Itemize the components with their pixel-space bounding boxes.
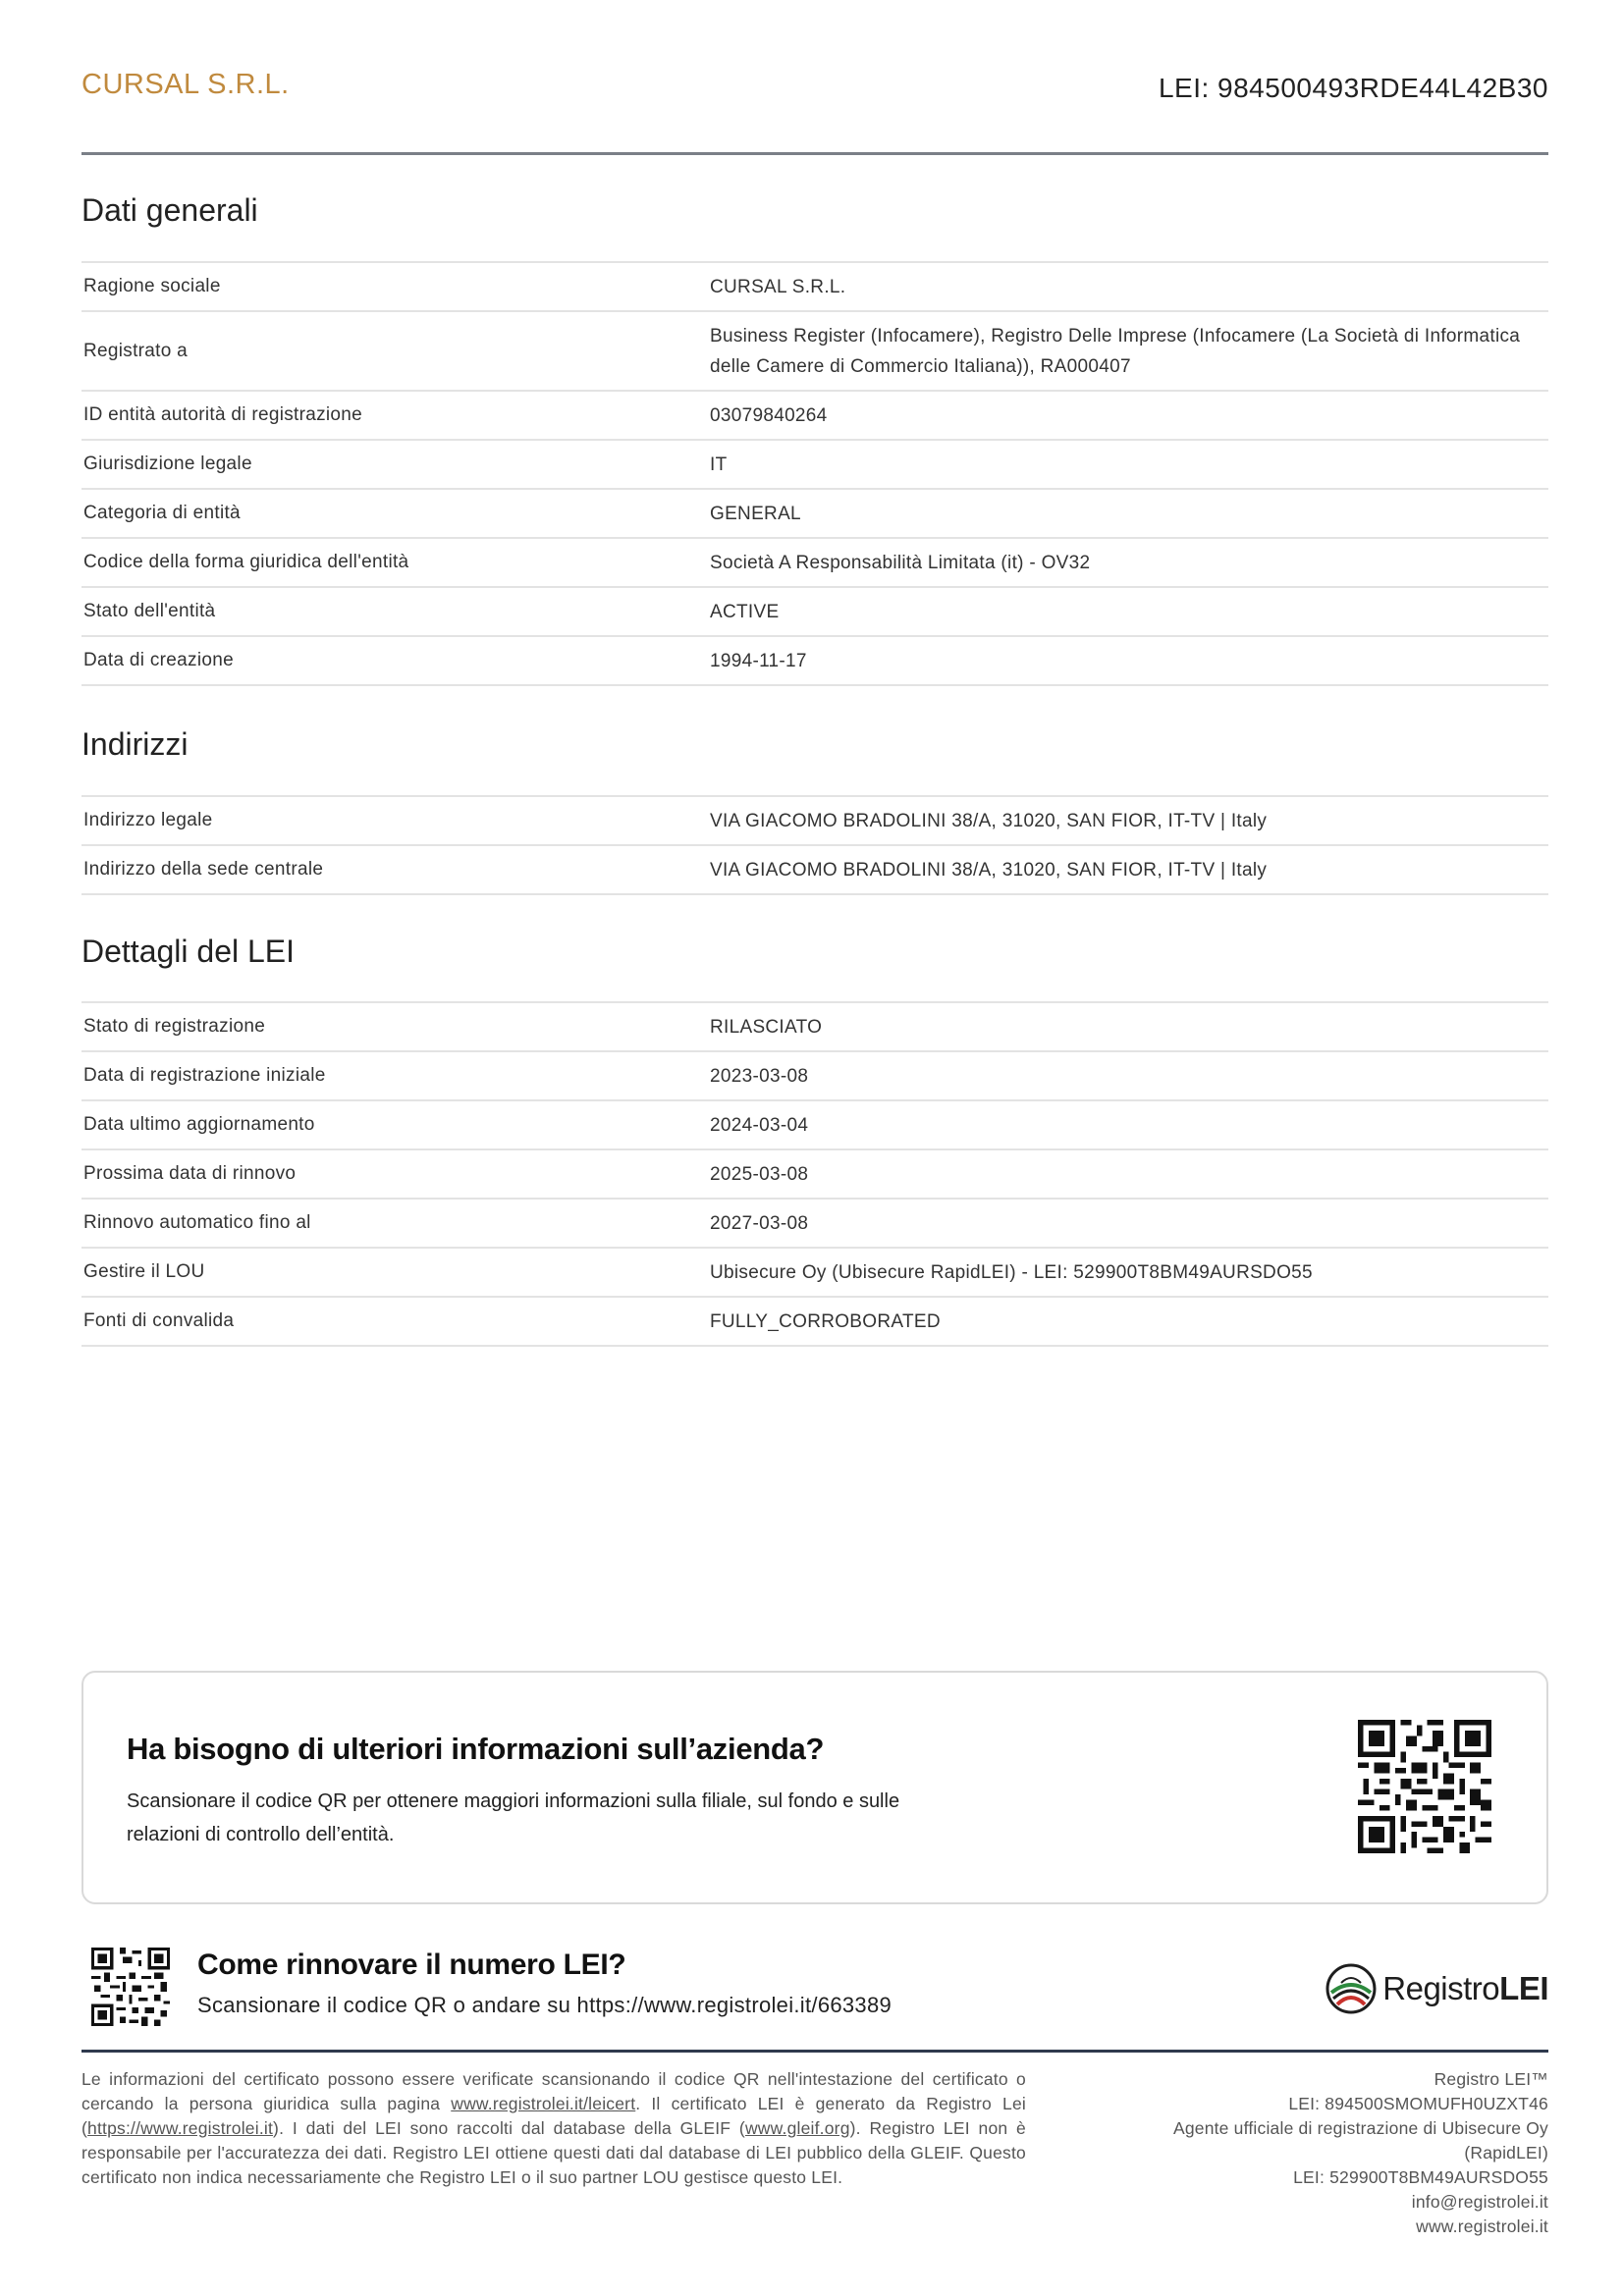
qr-code-icon[interactable] bbox=[91, 1948, 170, 2026]
more-info-title: Ha bisogno di ulteriori informazioni sull’azienda? bbox=[127, 1732, 825, 1766]
table-row bbox=[81, 1200, 1548, 1249]
renew-title: Come rinnovare il numero LEI? bbox=[197, 1949, 626, 1981]
logo-wordmark bbox=[1382, 1970, 1548, 2007]
row-value: IT bbox=[710, 454, 728, 475]
row-label: Fonti di convalida bbox=[83, 1310, 235, 1331]
footer-org-lei: LEI: 894500SMOMUFH0UZXT46 bbox=[1288, 2094, 1548, 2113]
row-value: 03079840264 bbox=[710, 404, 828, 426]
row-label: ID entità autorità di registrazione bbox=[83, 404, 363, 425]
more-info-box bbox=[81, 1671, 1548, 1904]
table-row bbox=[81, 797, 1548, 846]
footer-disclaimer bbox=[81, 2067, 1026, 2190]
row-label: Codice della forma giuridica dell'entità bbox=[83, 552, 409, 572]
footer-text: Le informazioni del certificato possono essere verificate scansionando il codice QR nell'intestazione del certificato o cercando la persona giuridica sulla pagina bbox=[81, 2069, 1026, 2113]
company-name: CURSAL S.R.L. bbox=[81, 69, 290, 100]
table-row bbox=[81, 392, 1548, 441]
lei-code: LEI: 984500493RDE44L42B30 bbox=[1158, 73, 1548, 103]
section-title-addresses: Indirizzi bbox=[81, 726, 189, 762]
registrolei-logo bbox=[1325, 1959, 1548, 2018]
row-value: 2025-03-08 bbox=[710, 1163, 809, 1185]
row-label: Registrato a bbox=[83, 340, 189, 361]
table-row bbox=[81, 441, 1548, 490]
row-label: Data di registrazione iniziale bbox=[83, 1065, 326, 1086]
row-label: Indirizzo legale bbox=[83, 810, 213, 830]
footer-website[interactable]: www.registrolei.it bbox=[1416, 2216, 1548, 2236]
row-label: Ragione sociale bbox=[83, 276, 221, 296]
footer-agent: Agente ufficiale di registrazione di Ubisecure Oy bbox=[1172, 2118, 1548, 2138]
row-value: Società A Responsabilità Limitata (it) - OV32 bbox=[710, 552, 1091, 573]
row-label: Indirizzo della sede centrale bbox=[83, 859, 324, 880]
row-label: Stato di registrazione bbox=[83, 1016, 266, 1037]
footer-divider bbox=[81, 2050, 1548, 2053]
page-header bbox=[81, 69, 1548, 155]
table-row bbox=[81, 312, 1548, 392]
table-row bbox=[81, 846, 1548, 895]
registrolei-link[interactable]: https://www.registrolei.it bbox=[87, 2118, 274, 2138]
row-label: Giurisdizione legale bbox=[83, 454, 252, 474]
footer-text: ). Registro LEI non è responsabile per l'accuratezza dei dati. Registro LEI ottiene questi dati dal database di LEI pubblico della GLEIF. Questo certificato non indica necessariamente che Registro LEI o il suo partner LOU gestisce questo LEI. bbox=[81, 2118, 1026, 2187]
logo-word-2: LEI bbox=[1499, 1970, 1548, 2006]
gleif-link[interactable]: www.gleif.org bbox=[744, 2118, 850, 2138]
table-row bbox=[81, 637, 1548, 686]
row-value: CURSAL S.R.L. bbox=[710, 276, 846, 297]
footer-text: ). I dati del LEI sono raccolti dal database della GLEIF ( bbox=[273, 2118, 745, 2138]
row-value: Ubisecure Oy (Ubisecure RapidLEI) - LEI: 529900T8BM49AURSDO55 bbox=[710, 1261, 1313, 1283]
row-value: FULLY_CORROBORATED bbox=[710, 1310, 941, 1332]
globe-icon bbox=[1325, 1963, 1377, 2014]
row-value: 2024-03-04 bbox=[710, 1114, 809, 1136]
more-info-text: Scansionare il codice QR per ottenere maggiori informazioni sulla filiale, sul fondo e sulle relazioni di controllo dell’entità. bbox=[127, 1790, 900, 1845]
row-value: Business Register (Infocamere), Registro Delle Imprese (Infocamere (La Società di Informatica delle Camere di Commercio Italiana)), RA000407 bbox=[710, 325, 1521, 377]
lei-details-table bbox=[81, 1001, 1548, 1347]
row-value: GENERAL bbox=[710, 503, 801, 524]
section-title-lei-details: Dettagli del LEI bbox=[81, 934, 296, 969]
row-value: VIA GIACOMO BRADOLINI 38/A, 31020, SAN FIOR, IT-TV | Italy bbox=[710, 859, 1268, 881]
table-row bbox=[81, 1101, 1548, 1150]
footer-email[interactable]: info@registrolei.it bbox=[1411, 2192, 1548, 2212]
addresses-table bbox=[81, 795, 1548, 895]
renew-section bbox=[81, 1944, 1548, 2030]
footer-agent-lei: LEI: 529900T8BM49AURSDO55 bbox=[1293, 2167, 1548, 2187]
footer-contact bbox=[1077, 2067, 1548, 2239]
row-value: 2023-03-08 bbox=[710, 1065, 809, 1087]
table-row bbox=[81, 1003, 1548, 1052]
logo-word-1: Registro bbox=[1382, 1970, 1500, 2006]
row-value: ACTIVE bbox=[710, 601, 780, 622]
table-row bbox=[81, 1249, 1548, 1298]
table-row bbox=[81, 1150, 1548, 1200]
row-label: Data di creazione bbox=[83, 650, 234, 670]
table-row bbox=[81, 1052, 1548, 1101]
row-label: Stato dell'entità bbox=[83, 601, 216, 621]
row-label: Data ultimo aggiornamento bbox=[83, 1114, 315, 1135]
section-title-general: Dati generali bbox=[81, 192, 258, 228]
row-label: Rinnovo automatico fino al bbox=[83, 1212, 311, 1233]
footer-agent-sub: (RapidLEI) bbox=[1464, 2143, 1548, 2163]
leicert-link[interactable]: www.registrolei.it/leicert bbox=[451, 2094, 636, 2113]
renew-text: Scansionare il codice QR o andare su https://www.registrolei.it/663389 bbox=[197, 1993, 893, 2017]
row-value: 2027-03-08 bbox=[710, 1212, 809, 1234]
row-label: Categoria di entità bbox=[83, 503, 241, 523]
table-row bbox=[81, 588, 1548, 637]
row-label: Prossima data di rinnovo bbox=[83, 1163, 297, 1184]
qr-code-icon[interactable] bbox=[1358, 1720, 1491, 1853]
row-value: VIA GIACOMO BRADOLINI 38/A, 31020, SAN FIOR, IT-TV | Italy bbox=[710, 810, 1268, 831]
row-value: RILASCIATO bbox=[710, 1016, 823, 1038]
table-row bbox=[81, 490, 1548, 539]
row-value: 1994-11-17 bbox=[710, 650, 807, 671]
table-row bbox=[81, 539, 1548, 588]
footer-text: . Il certificato LEI è generato da Registro Lei ( bbox=[81, 2094, 1026, 2138]
table-row bbox=[81, 263, 1548, 312]
table-row bbox=[81, 1298, 1548, 1347]
row-label: Gestire il LOU bbox=[83, 1261, 205, 1282]
general-table bbox=[81, 261, 1548, 686]
footer-org-name: Registro LEI™ bbox=[1434, 2069, 1548, 2089]
